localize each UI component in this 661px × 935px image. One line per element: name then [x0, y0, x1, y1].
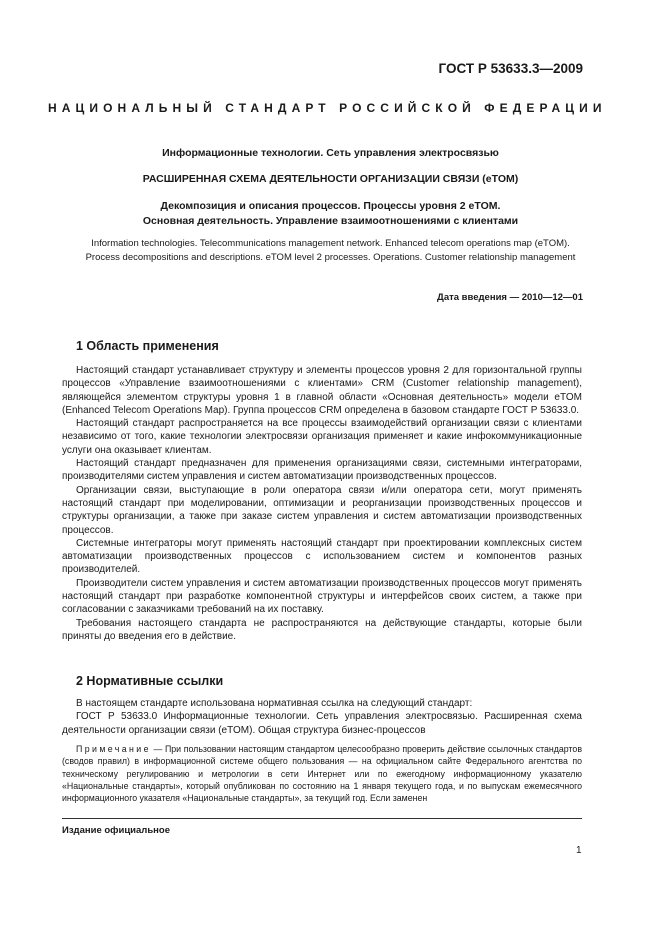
- title-line-3b: Основная деятельность. Управление взаимоотношениями с клиентами: [142, 215, 519, 227]
- section-2-body: [62, 697, 582, 737]
- paragraph: Настоящий стандарт предназначен для применения организациями связи, системными интеграторами, производителями систем управления и систем автоматизации производственных процессов.: [62, 458, 582, 483]
- note: [62, 743, 582, 804]
- section-2-heading: 2 Нормативные ссылки: [76, 674, 224, 688]
- paragraph: Организации связи, выступающие в роли оператора связи и/или оператора сети, могут применять настоящий стандарт при моделировании, оптимизации и реорганизации производственных процессов и структуры организации, а также при заказе систем управления и систем автоматизации производственных процессов.: [62, 484, 582, 536]
- paragraph: Системные интеграторы могут применять настоящий стандарт при проектировании комплексных систем автоматизации производственных процессов с использованием систем и компонентов разных производителей.: [62, 537, 582, 576]
- english-title-b: Process decompositions and descriptions. eTOM level 2 processes. Operations. Customer relationship management: [85, 252, 576, 263]
- section-1-body: [62, 364, 582, 643]
- note-text: — При пользовании настоящим стандартом целесообразно проверить действие ссылочных стандартов (сводов правил) в информационной системе общего пользования — на официальном сайте Федерального агентства по техническому регулированию и метрологии в сети Интернет или по ежегодному информационному указателю «Национальные стандарты», который опубликован по состоянию на 1 января текущего года, и по выпускам ежемесячного информационного указателя «Национальные стандарты», за текущий год. Если заменен: [62, 744, 582, 804]
- paragraph: Производители систем управления и систем автоматизации производственных процессов могут применять настоящий стандарт при разработке компонентной структуры и интерфейсов своих систем, а также при согласовании с заказчиками требований на их поставку.: [62, 577, 582, 616]
- page-number: 1: [576, 845, 582, 856]
- national-standard-banner: НАЦИОНАЛЬНЫЙ СТАНДАРТ РОССИЙСКОЙ ФЕДЕРАЦИИ: [48, 101, 607, 115]
- note-label: Примечание: [76, 744, 151, 754]
- note-paragraph: [62, 743, 582, 804]
- english-title-a: Information technologies. Telecommunications management network. Enhanced telecom operations map (eTOM).: [91, 238, 570, 249]
- paragraph: Требования настоящего стандарта не распространяются на действующие стандарты, которые были приняты до введения его в действие.: [62, 617, 582, 642]
- paragraph: В настоящем стандарте использована нормативная ссылка на следующий стандарт:: [76, 698, 473, 709]
- standard-number: ГОСТ Р 53633.3—2009: [438, 61, 583, 76]
- title-line-1: Информационные технологии. Сеть управления электросвязью: [162, 147, 499, 159]
- title-line-2: РАСШИРЕННАЯ СХЕМА ДЕЯТЕЛЬНОСТИ ОРГАНИЗАЦИИ СВЯЗИ (eTOM): [142, 173, 519, 185]
- english-title: [0, 237, 661, 265]
- section-1-heading: 1 Область применения: [76, 339, 219, 353]
- paragraph: Настоящий стандарт устанавливает структуру и элементы процессов уровня 2 для горизонтальной группы процессов «Управление взаимоотношениями с клиентами» CRM (Customer relationship management), являющейся элементом структуры уровня 1 в главной области «Основная деятельность» модели eTOM (Enhanced Telecom Operations Map). Группа процессов CRM определена в базовом стандарте ГОСТ Р 53633.0.: [62, 365, 582, 416]
- title-line-3a: Декомпозиция и описания процессов. Процессы уровня 2 eTOM.: [160, 200, 501, 212]
- footer-divider: [62, 818, 582, 819]
- paragraph: ГОСТ Р 53633.0 Информационные технологии. Сеть управления электросвязью. Расширенная схема деятельности организации связи (eTOM). Общая структура бизнес-процессов: [62, 711, 582, 736]
- edition-label: Издание официальное: [62, 825, 170, 836]
- title-line-3: [0, 199, 661, 229]
- paragraph: Настоящий стандарт распространяется на все процессы взаимодействий организации связи с клиентами независимо от того, какие технологии электросвязи организация применяет и какие инфокоммуникационные услуги она оказывает клиентам.: [62, 418, 582, 456]
- intro-date: Дата введения — 2010—12—01: [437, 292, 583, 303]
